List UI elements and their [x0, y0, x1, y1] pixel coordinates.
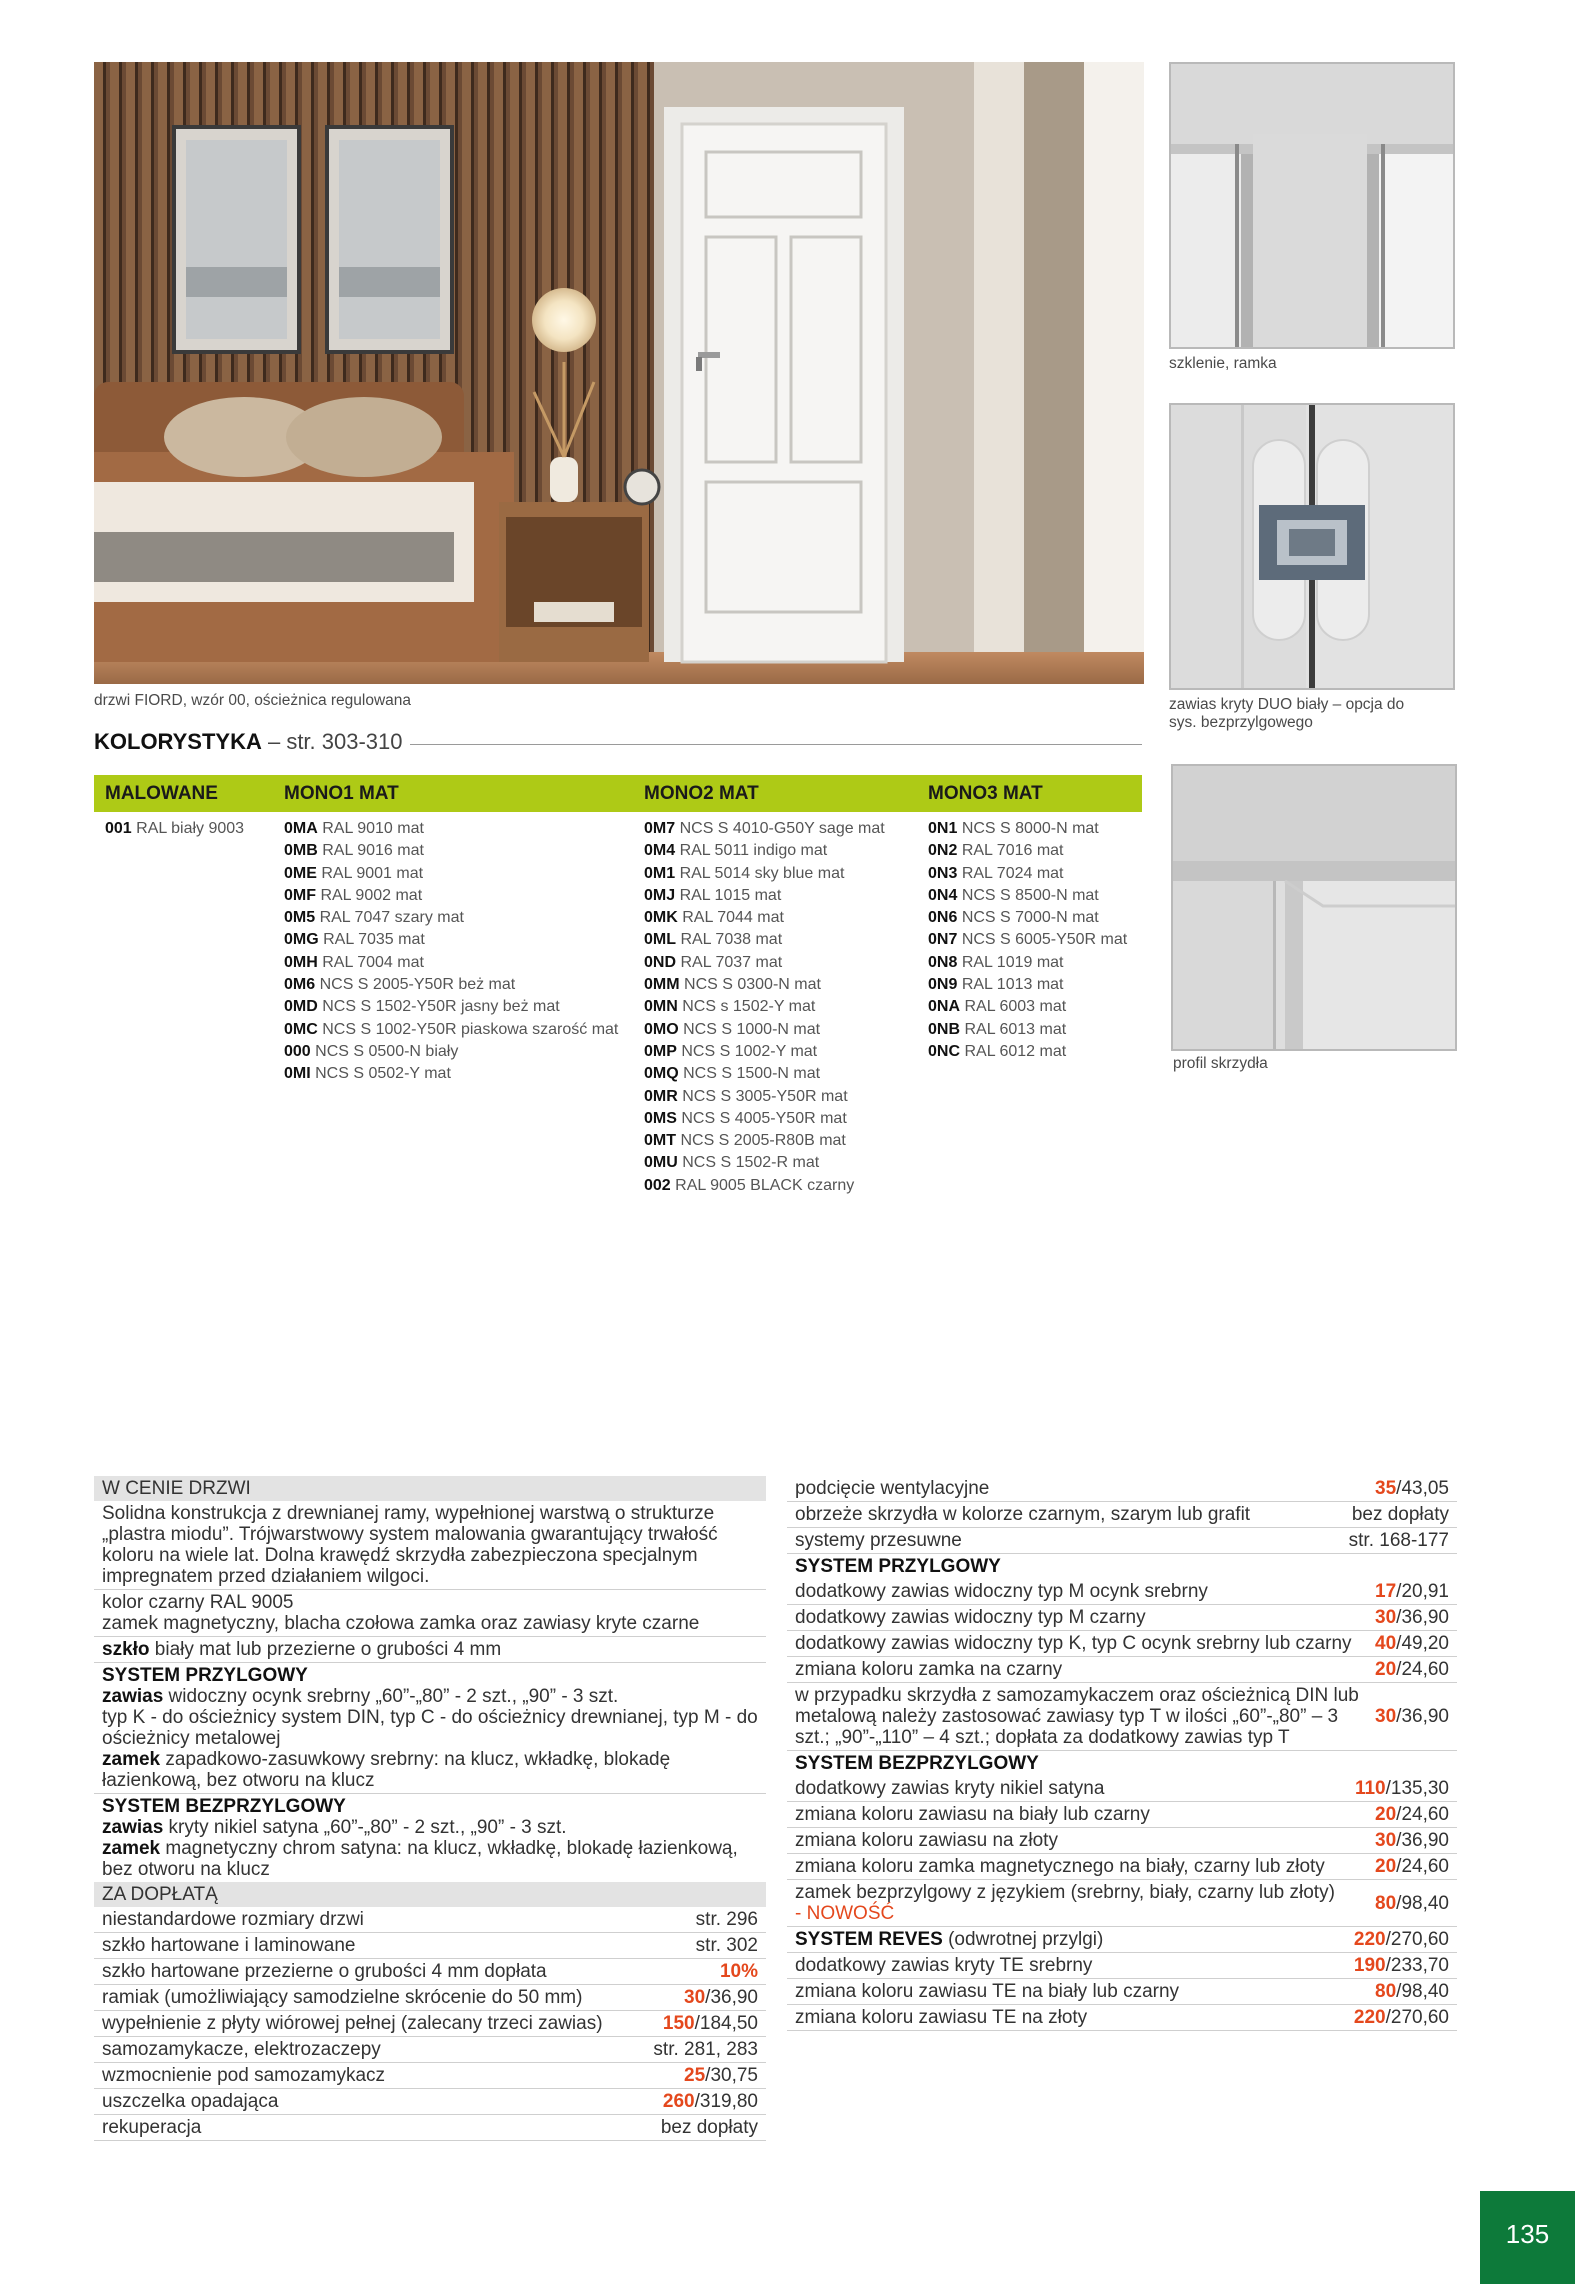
- price-row: [94, 2089, 766, 2115]
- color-name: NCS S 7000-N mat: [961, 909, 1099, 927]
- color-name: RAL 7044 mat: [682, 909, 784, 927]
- color-item: [644, 952, 885, 974]
- price-row-label: dodatkowy zawias kryty nikiel satyna: [795, 1778, 1105, 1799]
- price-row: [94, 1933, 766, 1959]
- reves-row: SYSTEM REVES (odwrotnej przylgi) 220/270,60: [787, 1927, 1457, 1953]
- price-row-label: dodatkowy zawias widoczny typ M ocynk srebrny: [795, 1581, 1208, 1602]
- price-row: [787, 1657, 1457, 1683]
- color-name: NCS S 3005-Y50R mat: [682, 1087, 848, 1105]
- color-code: 0N6: [928, 909, 958, 927]
- price-row: [787, 1828, 1457, 1854]
- color-code: 0MG: [284, 931, 319, 949]
- color-item: [644, 996, 885, 1018]
- bezprzylg-block: [94, 1794, 766, 1882]
- glazing-illustration: [1171, 64, 1453, 347]
- price-row: [787, 1476, 1457, 1502]
- color-code: 0MK: [644, 909, 678, 927]
- color-code: 0MB: [284, 842, 318, 860]
- color-list-mono1: [284, 818, 618, 1086]
- color-name: NCS S 8000-N mat: [961, 820, 1099, 837]
- price-row: [787, 1631, 1457, 1657]
- price-row-label: rekuperacja: [102, 2117, 202, 2138]
- color-item: [928, 885, 1127, 907]
- color-item: [928, 996, 1127, 1018]
- color-item: [284, 840, 618, 862]
- color-code: 0M7: [644, 820, 676, 837]
- price-row-value: bez dopłaty: [660, 2117, 758, 2138]
- przylg-block: [94, 1663, 766, 1794]
- color-name: NCS S 4010-G50Y sage mat: [679, 820, 885, 837]
- price-row-label: uszczelka opadająca: [102, 2091, 279, 2112]
- w-cenie-header: W CENIE DRZWI: [94, 1476, 766, 1501]
- kolorystyka-title: KOLORYSTYKA: [94, 729, 262, 754]
- color-item: [644, 818, 885, 840]
- profile-photo: [1171, 764, 1457, 1051]
- color-code: 0MS: [644, 1109, 677, 1127]
- color-item: [284, 996, 618, 1018]
- color-name: RAL 9002 mat: [320, 886, 423, 904]
- color-code: 0MI: [284, 1065, 311, 1083]
- color-list-mono2: [644, 818, 885, 1197]
- col-header-mono3: MONO3 MAT: [928, 783, 1043, 804]
- przylg-zamek: zamek zapadkowo-zasuwkowy srebrny: na klucz, wkładkę, blokadę łazienkową, bez otworu na klucz: [102, 1749, 671, 1791]
- hinge-illustration: [1171, 405, 1453, 688]
- price-row-value: 10%: [719, 1961, 758, 1982]
- price-row-value: 35/43,05: [1375, 1478, 1449, 1499]
- color-name: NCS S 8500-N mat: [961, 886, 1099, 904]
- price-row-value: 110/135,30: [1354, 1778, 1449, 1799]
- color-item: [284, 974, 618, 996]
- color-name: NCS S 1000-N mat: [683, 1020, 821, 1038]
- glass-block: szkło biały mat lub przezierne o grubości 4 mm: [94, 1637, 766, 1663]
- color-code: 0M5: [284, 909, 316, 927]
- price-row: [94, 2037, 766, 2063]
- bedroom-illustration: [94, 62, 1144, 684]
- bezprzylg-title: SYSTEM BEZPRZYLGOWY: [102, 1796, 346, 1817]
- price-row-label: dodatkowy zawias widoczny typ K, typ C ocynk srebrny lub czarny: [795, 1633, 1352, 1654]
- color-item: [105, 818, 244, 840]
- color-name: RAL 6013 mat: [964, 1020, 1067, 1038]
- price-row-value: 190/233,70: [1353, 1955, 1449, 1976]
- color-item: [644, 840, 885, 862]
- col-header-malowane: MALOWANE: [105, 783, 218, 804]
- hinge-caption: zawias kryty DUO biały – opcja do sys. bezprzylgowego: [1169, 696, 1405, 731]
- color-item: [928, 952, 1127, 974]
- color-item: [644, 1130, 885, 1152]
- color-item: [644, 1086, 885, 1108]
- color-item: [928, 974, 1127, 996]
- color-name: NCS S 1500-N mat: [683, 1065, 821, 1083]
- price-row-value: 30/36,90: [1375, 1830, 1449, 1851]
- price-row-value: 20/24,60: [1375, 1659, 1449, 1680]
- color-item: [928, 1019, 1127, 1041]
- doplata-rows: [94, 1907, 766, 2141]
- price-row-value: 30/36,90: [1375, 1706, 1449, 1727]
- przylg-title: SYSTEM PRZYLGOWY: [102, 1665, 308, 1686]
- black-color-block: [94, 1590, 766, 1637]
- kolor-line-1: kolor czarny RAL 9005: [102, 1592, 294, 1613]
- price-row: [787, 1579, 1457, 1605]
- color-code: 0N2: [928, 842, 958, 860]
- color-code: 0MN: [644, 998, 678, 1016]
- reves-rows: [787, 1953, 1457, 2031]
- color-code: 0N1: [928, 820, 958, 837]
- color-code: 0N7: [928, 931, 958, 949]
- color-name: NCS S 2005-Y50R beż mat: [319, 976, 516, 994]
- price-row-label: zmiana koloru zawiasu TE na złoty: [795, 2007, 1088, 2028]
- price-row: [94, 1907, 766, 1933]
- price-row: [787, 1683, 1457, 1751]
- color-code: 0MP: [644, 1042, 677, 1060]
- price-row: [787, 1776, 1457, 1802]
- color-code: 0N3: [928, 864, 958, 882]
- price-row-label: zmiana koloru zawiasu na biały lub czarny: [795, 1804, 1150, 1825]
- price-row-value: bez dopłaty: [1351, 1504, 1449, 1525]
- color-name: RAL 7024 mat: [961, 864, 1064, 882]
- nowosc-badge: - NOWOŚĆ: [795, 1903, 895, 1924]
- color-name: RAL 7038 mat: [680, 931, 783, 949]
- bezprzylg-zawias: zawias kryty nikiel satyna „60”-„80” - 2 szt., „90” - 3 szt.: [102, 1817, 567, 1838]
- price-row-label: zmiana koloru zamka magnetycznego na biały, czarny lub złoty: [795, 1856, 1325, 1877]
- profile-illustration: [1173, 766, 1455, 1049]
- bezprzylg-zamek: zamek magnetyczny chrom satyna: na klucz, wkładkę, blokadę łazienkową, bez otworu na klucz: [102, 1838, 738, 1880]
- price-row-value: 40/49,20: [1375, 1633, 1449, 1654]
- color-name: RAL 6012 mat: [964, 1042, 1067, 1060]
- color-code: 0MC: [284, 1020, 318, 1038]
- price-row-label: zmiana koloru zawiasu TE na biały lub czarny: [795, 1981, 1180, 2002]
- color-item: [644, 1175, 885, 1197]
- color-name: NCS S 1002-Y mat: [681, 1042, 818, 1060]
- col-header-mono2: MONO2 MAT: [644, 783, 759, 804]
- color-item: [644, 907, 885, 929]
- main-photo: [94, 62, 1144, 684]
- color-item: [644, 863, 885, 885]
- color-list-mono3: [928, 818, 1127, 1063]
- color-name: RAL 6003 mat: [964, 998, 1067, 1016]
- price-row-value: str. 296: [695, 1909, 758, 1930]
- price-row: [787, 1854, 1457, 1880]
- price-row-value: 30/36,90: [684, 1987, 758, 2008]
- color-item: [928, 1041, 1127, 1063]
- right-bezprzylg-title: SYSTEM BEZPRZYLGOWY: [795, 1753, 1039, 1774]
- color-item: [644, 1108, 885, 1130]
- price-row: [787, 1802, 1457, 1828]
- right-price-table: [787, 1476, 1457, 2031]
- price-row-value: 17/20,91: [1375, 1581, 1449, 1602]
- description-block: Solidna konstrukcja z drewnianej ramy, wypełnionej warstwą o strukturze „plastra miodu”. Trójwarstwowy system malowania gwarantujący trwałość koloru na wiele lat. Dolna krawędź skrzydła zabezpieczona specjalnym impregnatem przed działaniem wilgoci.: [94, 1501, 766, 1590]
- color-code: 0ML: [644, 931, 676, 949]
- color-name: RAL 1013 mat: [961, 976, 1064, 994]
- color-item: [644, 1019, 885, 1041]
- price-row-label: obrzeże skrzydła w kolorze czarnym, szarym lub grafit: [795, 1504, 1251, 1525]
- right-przylg-title: SYSTEM PRZYLGOWY: [795, 1556, 1001, 1577]
- color-code: 0MJ: [644, 886, 676, 904]
- color-list-malowane: [105, 818, 244, 840]
- top-rows: [787, 1476, 1457, 1554]
- color-name: NCS S 1502-Y50R jasny beż mat: [322, 998, 560, 1016]
- price-row: [94, 2011, 766, 2037]
- price-row: [94, 1959, 766, 1985]
- left-price-table: [94, 1476, 766, 2141]
- price-row: [787, 1953, 1457, 1979]
- color-item: [284, 1063, 618, 1085]
- color-code: 002: [644, 1176, 671, 1194]
- page-number: 135: [1480, 2191, 1575, 2284]
- price-row: [94, 2115, 766, 2141]
- price-row-value: 80/98,40: [1375, 1981, 1449, 2002]
- price-row-label: podcięcie wentylacyjne: [795, 1478, 990, 1499]
- color-code: 0N9: [928, 976, 958, 994]
- color-name: RAL 9005 BLACK czarny: [675, 1176, 855, 1194]
- kolorystyka-heading: [94, 729, 403, 755]
- price-row-label: zmiana koloru zamka na czarny: [795, 1659, 1063, 1680]
- price-row-label: wypełnienie z płyty wiórowej pełnej (zalecany trzeci zawias): [102, 2013, 603, 2034]
- color-name: RAL 7016 mat: [961, 842, 1064, 860]
- hinge-photo: [1169, 403, 1455, 690]
- color-code: 0MH: [284, 953, 318, 971]
- price-row-value: 150/184,50: [662, 2013, 758, 2034]
- color-name: RAL 7004 mat: [322, 953, 424, 971]
- color-item: [644, 1152, 885, 1174]
- price-row-value: 220/270,60: [1353, 2007, 1449, 2028]
- color-header-bar: [94, 775, 1142, 812]
- color-name: RAL 9016 mat: [322, 842, 424, 860]
- price-row: [787, 1528, 1457, 1554]
- color-item: [928, 907, 1127, 929]
- color-name: RAL 9010 mat: [322, 820, 424, 837]
- za-doplata-header: ZA DOPŁATĄ: [94, 1882, 766, 1907]
- color-item: [284, 907, 618, 929]
- price-row-value: 20/24,60: [1375, 1804, 1449, 1825]
- color-name: RAL 7037 mat: [680, 953, 783, 971]
- color-item: [284, 885, 618, 907]
- color-name: RAL biały 9003: [136, 820, 245, 837]
- color-code: 0M4: [644, 842, 676, 860]
- price-row-value: 260/319,80: [662, 2091, 758, 2112]
- color-item: [284, 863, 618, 885]
- color-name: NCS S 0500-N biały: [315, 1042, 459, 1060]
- color-name: NCS S 2005-R80B mat: [680, 1132, 846, 1150]
- przylg-zawias: zawias widoczny ocynk srebrny „60”-„80” - 2 szt., „90” - 3 szt.: [102, 1686, 619, 1707]
- color-code: 0NA: [928, 998, 961, 1016]
- col-header-mono1: MONO1 MAT: [284, 783, 399, 804]
- price-row-label: szkło hartowane i laminowane: [102, 1935, 356, 1956]
- price-row: [787, 2005, 1457, 2031]
- color-item: [644, 885, 885, 907]
- price-row-value: 25/30,75: [684, 2065, 758, 2086]
- color-name: RAL 1015 mat: [679, 886, 782, 904]
- color-code: 0MA: [284, 820, 318, 837]
- price-row-label: zmiana koloru zawiasu na złoty: [795, 1830, 1058, 1851]
- color-code: 0ND: [644, 953, 677, 971]
- color-item: [284, 818, 618, 840]
- color-code: 0MO: [644, 1020, 679, 1038]
- kolor-line-2: zamek magnetyczny, blacha czołowa zamka oraz zawiasy kryte czarne: [102, 1613, 700, 1634]
- price-row-label: szkło hartowane przezierne o grubości 4 mm dopłata: [102, 1961, 547, 1982]
- color-code: 0ME: [284, 864, 317, 882]
- price-row-value: 30/36,90: [1375, 1607, 1449, 1628]
- color-name: NCS S 4005-Y50R mat: [681, 1109, 847, 1127]
- price-row-label: w przypadku skrzydła z samozamykaczem oraz ościeżnicą DIN lub metalową należy zastosować zawiasy typ T w ilości „60”-„80” – 3 szt.; „90”-„110” – 4 szt.; dopłata za dodatkowy zawias typ T: [795, 1685, 1359, 1748]
- color-name: NCS S 0502-Y mat: [315, 1065, 451, 1083]
- color-name: RAL 5011 indigo mat: [679, 842, 828, 860]
- price-row-value: str. 302: [695, 1935, 758, 1956]
- color-code: 000: [284, 1042, 311, 1060]
- price-row-label: ramiak (umożliwiający samodzielne skrócenie do 50 mm): [102, 1987, 583, 2008]
- color-code: 0MF: [284, 886, 316, 904]
- color-name: RAL 7035 mat: [323, 931, 425, 949]
- color-name: RAL 5014 sky blue mat: [679, 864, 845, 882]
- color-code: 0MD: [284, 998, 318, 1016]
- color-item: [644, 1063, 885, 1085]
- color-item: [928, 818, 1127, 840]
- zamek-bezprzylgowy-row: zamek bezprzylgowy z językiem (srebrny, biały, czarny lub złoty) - NOWOŚĆ 80/98,40: [787, 1880, 1457, 1927]
- color-code: 0MU: [644, 1154, 678, 1172]
- color-code: 0M1: [644, 864, 676, 882]
- color-code: 0NC: [928, 1042, 961, 1060]
- color-code: 0MR: [644, 1087, 678, 1105]
- kolorystyka-ref: – str. 303-310: [261, 729, 403, 754]
- glazing-caption: szklenie, ramka: [1169, 355, 1277, 372]
- color-item: [284, 929, 618, 951]
- price-row-value: str. 281, 283: [653, 2039, 758, 2060]
- price-row-label: samozamykacze, elektrozaczepy: [102, 2039, 381, 2060]
- color-item: [644, 974, 885, 996]
- kolorystyka-rule: [410, 744, 1142, 745]
- price-row-label: dodatkowy zawias widoczny typ M czarny: [795, 1607, 1146, 1628]
- price-row: [787, 1502, 1457, 1528]
- color-item: [928, 929, 1127, 951]
- price-row-label: niestandardowe rozmiary drzwi: [102, 1909, 364, 1930]
- color-code: 0NB: [928, 1020, 961, 1038]
- color-code: 0MT: [644, 1132, 676, 1150]
- color-name: NCS S 1502-R mat: [682, 1154, 820, 1172]
- main-photo-caption: drzwi FIORD, wzór 00, ościeżnica regulowana: [94, 692, 412, 709]
- color-code: 0N8: [928, 953, 958, 971]
- color-code: 0N4: [928, 886, 958, 904]
- color-code: 0MM: [644, 976, 680, 994]
- przylg-rows: [787, 1579, 1457, 1751]
- price-row-label: systemy przesuwne: [795, 1530, 962, 1551]
- price-row: [94, 1985, 766, 2011]
- price-row: [787, 1979, 1457, 2005]
- bezprzylg-rows: [787, 1776, 1457, 1880]
- color-code: 0M6: [284, 976, 316, 994]
- price-row: [787, 1605, 1457, 1631]
- color-name: RAL 9001 mat: [321, 864, 424, 882]
- color-item: [284, 1041, 618, 1063]
- color-code: 001: [105, 820, 132, 837]
- color-code: 0MQ: [644, 1065, 679, 1083]
- color-name: RAL 1019 mat: [961, 953, 1064, 971]
- color-item: [644, 929, 885, 951]
- price-row-value: str. 168-177: [1348, 1530, 1449, 1551]
- color-name: NCS S 1002-Y50R piaskowa szarość mat: [322, 1020, 619, 1038]
- color-name: RAL 7047 szary mat: [319, 909, 464, 927]
- color-name: NCS S 6005-Y50R mat: [961, 931, 1128, 949]
- price-row: [94, 2063, 766, 2089]
- price-row-value: 20/24,60: [1375, 1856, 1449, 1877]
- color-item: [928, 840, 1127, 862]
- color-name: NCS S 0300-N mat: [684, 976, 821, 994]
- color-item: [928, 863, 1127, 885]
- price-row-label: dodatkowy zawias kryty TE srebrny: [795, 1955, 1093, 1976]
- price-row-label: wzmocnienie pod samozamykacz: [102, 2065, 386, 2086]
- color-name: NCS s 1502-Y mat: [682, 998, 816, 1016]
- color-item: [284, 1019, 618, 1041]
- profile-caption: profil skrzydła: [1173, 1055, 1268, 1072]
- color-item: [644, 1041, 885, 1063]
- przylg-typ: typ K - do ościeżnicy system DIN, typ C - do ościeżnicy drewnianej, typ M - do ościeżnicy metalowej: [102, 1707, 758, 1749]
- color-item: [284, 952, 618, 974]
- glazing-photo: [1169, 62, 1455, 349]
